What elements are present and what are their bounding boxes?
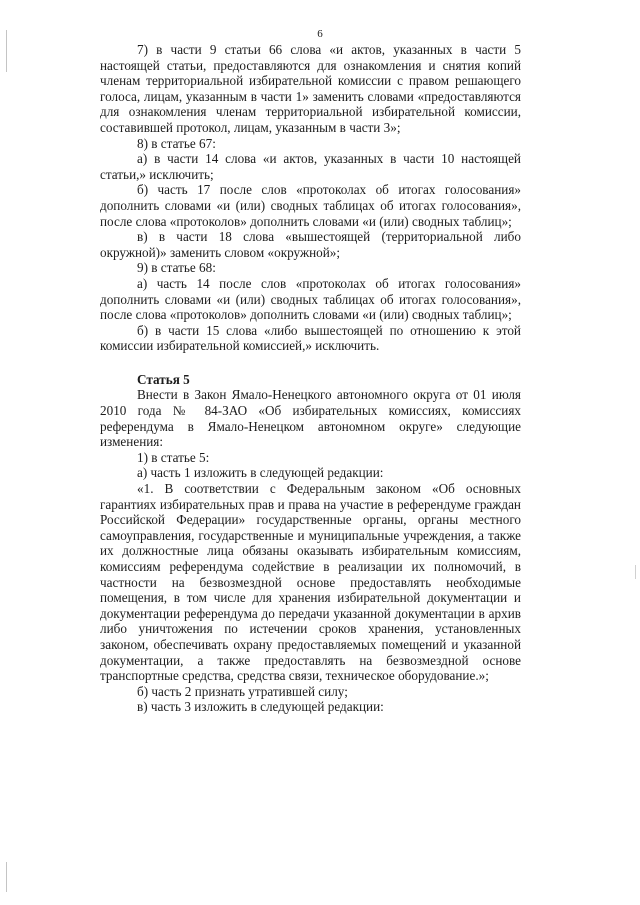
left-margin-mark-bottom	[6, 862, 7, 892]
article-quoted-part-1: «1. В соответствии с Федеральным законом «Об основных гарантиях избирательных прав и права на участие в референдуме граждан Российской Федерации» государственные органы, органы местного самоуправления, государственные и муниципальные учреждения, а также их должностные лица обязаны оказывать избирательным комиссиям, комиссиям референдума содействие в реализации их полномочий, в частности на безвозмездной основе предоставлять необходимые помещения, в том числе для хранения избирательной документации и документации референдума до передачи указанной документации в архив либо уничтожения по истечении сроков хранения, установленных законом, обеспечивать охрану предоставляемых помещений и указанной документации, а также предоставлять на безвозмездной основе транспортные средства, средства связи, техническое оборудование.»;	[100, 481, 521, 684]
article-intro: Внести в Закон Ямало-Ненецкого автономного округа от 01 июля 2010 года № 84-ЗАО «Об избирательных комиссиях, комиссиях референдума в Ямало-Ненецком автономном округе» следующие изменения:	[100, 387, 521, 450]
paragraph-amendment-7: 7) в части 9 статьи 66 слова «и актов, указанных в части 5 настоящей статьи, предоставляются для ознакомления и снятия копий членам территориальной избирательной комиссии с правом решающего голоса, лицам, указанным в части 1» заменить словами «предоставляются для ознакомления членам территориальной избирательной комиссии, составившей протокол, лицам, указанным в части 3»;	[100, 42, 521, 135]
article-item-1b: б) часть 2 признать утратившей силу;	[137, 683, 348, 699]
document-body	[100, 42, 521, 715]
paragraph-amendment-9a: а) часть 14 после слов «протоколах об итогах голосования» дополнить словами «и (или) сводных таблицах об итогах голосования», после слова «протоколов» дополнить словами «и (или) сводных таблиц»;	[100, 275, 521, 323]
paragraph-amendment-8a: а) в части 14 слова «и актов, указанных в части 10 настоящей статьи,» исключить;	[100, 151, 521, 182]
paragraph-amendment-9b: б) в части 15 слова «либо вышестоящей по отношению к этой комиссии избирательной комиссией,» исключить.	[100, 322, 521, 354]
page-number: 6	[317, 28, 323, 40]
article-item-1a: а) часть 1 изложить в следующей редакции:	[137, 465, 384, 481]
article-item-1: 1) в статье 5:	[137, 449, 210, 465]
paragraph-amendment-8b: б) часть 17 после слов «протоколах об итогах голосования» дополнить словами «и (или) сводных таблицах об итогах голосования», после слова «протоколов» дополнить словами «и (или) сводных таблиц»;	[100, 182, 521, 229]
article-item-1v: в) часть 3 изложить в следующей редакции:	[137, 699, 384, 715]
right-margin-mark	[635, 565, 636, 579]
paragraph-amendment-8: 8) в статье 67:	[137, 135, 216, 151]
article-heading: Статья 5	[137, 371, 190, 387]
paragraph-amendment-8v: в) в части 18 слова «вышестоящей (территориальной либо окружной)» заменить словом «окружной»;	[100, 229, 521, 260]
paragraph-amendment-9: 9) в статье 68:	[137, 260, 216, 276]
